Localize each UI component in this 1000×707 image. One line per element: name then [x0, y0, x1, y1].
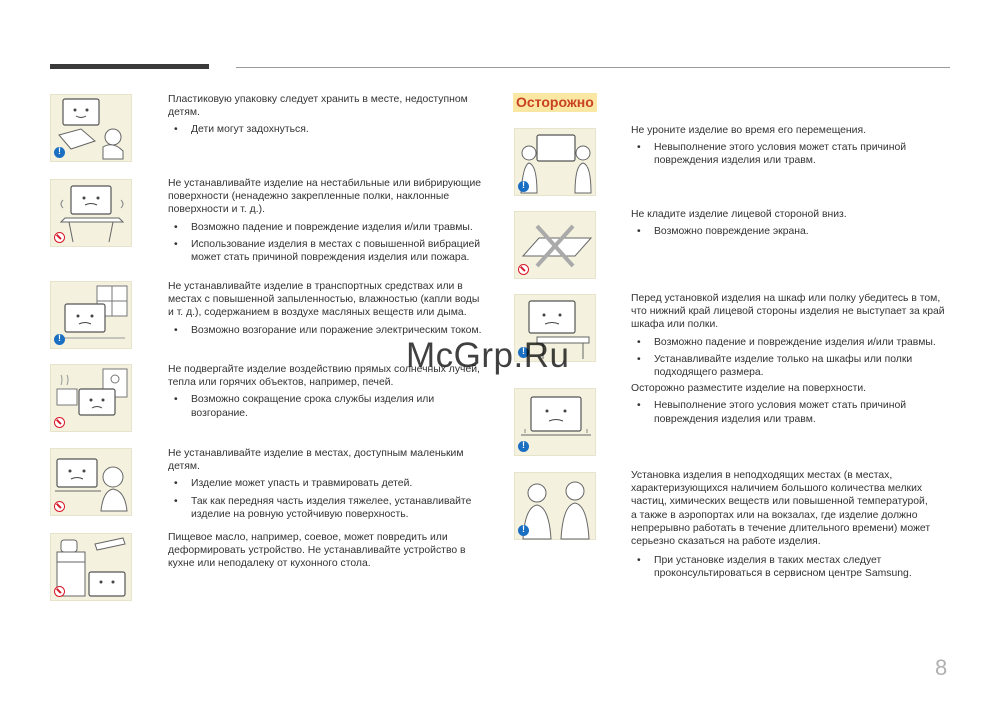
figure-kitchen-oil [50, 533, 132, 601]
bullet-icon: • [174, 495, 178, 507]
prohibited-icon [54, 586, 65, 597]
safety-text-line: Не уроните изделие во время его перемещения. [631, 125, 866, 136]
prohibited-icon [54, 232, 65, 243]
safety-text-line: Не устанавливайте изделие в местах, доступным маленьким [168, 448, 464, 459]
safety-item-face-down [631, 208, 956, 238]
bullet-icon: • [174, 124, 178, 136]
safety-text-line: Перед установкой изделия на шкаф или полку убедитесь в том, [631, 293, 941, 304]
safety-text-line: непрерывно работать в течение длительного времени) может [631, 522, 931, 534]
bullet-item [631, 399, 956, 425]
bullet-item [631, 353, 956, 379]
info-icon [54, 334, 65, 345]
bullet-item [631, 225, 956, 238]
safety-text-line: детям. [168, 107, 200, 119]
bullet-text-line: Изделие может упасть и травмировать детей. [191, 478, 413, 490]
bullet-text-line: Возможно сокращение срока службы изделия или [191, 394, 435, 406]
safety-text-line: что нижний край лицевой стороны изделия не выступает за край [631, 306, 945, 318]
figure-child-reaching [50, 448, 132, 516]
safety-text-line: кухне или неподалеку от кухонного стола. [168, 558, 371, 570]
safety-text-line: а также в аэропортах или на вокзалах, где изделие должно [631, 509, 918, 521]
bullet-text-line: Невыполнение этого условия может стать причиной [654, 400, 907, 412]
bullet-item [631, 554, 956, 580]
safety-text-line: Установка изделия в неподходящих местах (в местах, [631, 470, 893, 481]
safety-text-line: шкафа или полки. [631, 319, 719, 331]
bullet-text-line: Возможно падение и повреждение изделия и/или травмы. [654, 336, 936, 348]
bullet-text-line: возгорание. [191, 407, 248, 419]
bullet-icon: • [637, 142, 641, 154]
figure-place-carefully [514, 388, 596, 456]
safety-item-kitchen-oil [168, 531, 488, 571]
figure-service-center [514, 472, 596, 540]
info-icon [518, 525, 529, 536]
bullet-item [631, 141, 956, 167]
prohibited-icon [518, 264, 529, 275]
safety-text-line: Не подвергайте изделие воздействию прямых солнечных лучей, [168, 364, 480, 375]
safety-text-line: Не кладите изделие лицевой стороной вниз. [631, 209, 847, 220]
info-icon [518, 441, 529, 452]
figure-heat-sunlight [50, 364, 132, 432]
bullet-text-line: Дети могут задохнуться. [191, 124, 309, 136]
figure-carrying-tv [514, 128, 596, 196]
bullet-text-line: подходящего размера. [654, 367, 764, 379]
safety-item-unsuitable-locations [631, 469, 956, 581]
bullet-text-line: Возможно падение и повреждение изделия и/или травмы. [191, 221, 473, 233]
info-icon [518, 181, 529, 192]
safety-text-line: местах с повышенной запыленностью, влажностью (капли воды [168, 294, 480, 306]
bullet-item [168, 495, 488, 521]
figure-face-down [514, 211, 596, 279]
bullet-icon: • [637, 555, 641, 567]
bullet-text-line: изделие на ровную устойчивую поверхность. [191, 508, 409, 520]
safety-item-vehicles-dust [168, 280, 488, 337]
bullet-icon: • [174, 324, 178, 336]
bullet-item [168, 123, 488, 136]
bullet-text-line: повреждения изделия или травм. [654, 155, 816, 167]
prohibited-icon [54, 501, 65, 512]
bullet-item [168, 221, 488, 234]
info-icon [54, 147, 65, 158]
bullet-icon: • [637, 226, 641, 238]
bullet-text-line: Использование изделия в местах с повышенной вибрацией [191, 238, 481, 250]
safety-text-line: серьезно сказаться на работе изделия. [631, 536, 821, 548]
safety-item-do-not-drop [631, 124, 956, 168]
header-accent-bar [50, 64, 209, 69]
safety-item-plastic-bag [168, 93, 488, 137]
bullet-icon: • [637, 353, 641, 365]
safety-text-line: Не устанавливайте изделие на нестабильные или вибрирующие [168, 178, 482, 189]
safety-text-line: Пластиковую упаковку следует хранить в месте, недоступном [168, 94, 468, 105]
bullet-icon: • [174, 394, 178, 406]
bullet-item [168, 477, 488, 490]
bullet-item [631, 336, 956, 349]
bullet-icon: • [174, 478, 178, 490]
safety-text-line: Пищевое масло, например, соевое, может повредить или [168, 532, 448, 543]
bullet-text-line: Невыполнение этого условия может стать причиной [654, 142, 907, 154]
page-number: 8 [935, 655, 948, 680]
safety-text-line: поверхности (ненадежно закрепленные полки, наклонные [168, 191, 450, 203]
safety-text-line: Осторожно разместите изделие на поверхности. [631, 383, 867, 395]
bullet-text-line: проконсультироваться в сервисном центре Samsung. [654, 568, 912, 580]
watermark: McGrp.Ru [406, 336, 570, 375]
header-rule [236, 67, 950, 68]
safety-text-line: характеризующихся наличием большого количества мелких [631, 483, 923, 495]
figure-plastic-bag [50, 94, 132, 162]
bullet-icon: • [174, 238, 178, 250]
bullet-item [168, 393, 488, 419]
safety-text-line: поверхности и т. д.). [168, 204, 265, 216]
safety-item-children [168, 447, 488, 521]
safety-text-line: детям. [168, 461, 200, 473]
bullet-item [168, 324, 488, 337]
safety-text-line: деформировать устройство. Не устанавливайте устройство в [168, 545, 466, 557]
caution-heading: Осторожно [513, 93, 597, 112]
prohibited-icon [54, 417, 65, 428]
safety-text-line: Не устанавливайте изделие в транспортных средствах или в [168, 281, 463, 292]
bullet-text-line: Так как передняя часть изделия тяжелее, устанавливайте [191, 495, 472, 507]
bullet-text-line: может стать причиной повреждения изделия или пожара. [191, 252, 470, 264]
figure-unstable-shelf [50, 179, 132, 247]
bullet-text-line: Возможно повреждение экрана. [654, 226, 809, 238]
bullet-icon: • [174, 221, 178, 233]
safety-text-line: тепла или горячих объектов, например, печей. [168, 377, 394, 389]
safety-text-line: и т. д.), содержанием в воздухе масляных веществ или дыма. [168, 307, 467, 319]
bullet-text-line: повреждения изделия или травм. [654, 413, 816, 425]
bullet-text-line: При установке изделия в таких местах следует [654, 555, 882, 567]
bullet-text-line: Возможно возгорание или поражение электрическим током. [191, 324, 482, 336]
bullet-icon: • [637, 336, 641, 348]
bullet-item [168, 238, 488, 264]
safety-text-line: частиц, химических веществ или повышенной температурой, [631, 496, 928, 508]
figure-dust-humidity [50, 281, 132, 349]
bullet-icon: • [637, 400, 641, 412]
bullet-text-line: Устанавливайте изделие только на шкафы или полки [654, 353, 913, 365]
safety-item-unstable-surface [168, 177, 488, 264]
safety-item-cabinet [631, 292, 956, 426]
